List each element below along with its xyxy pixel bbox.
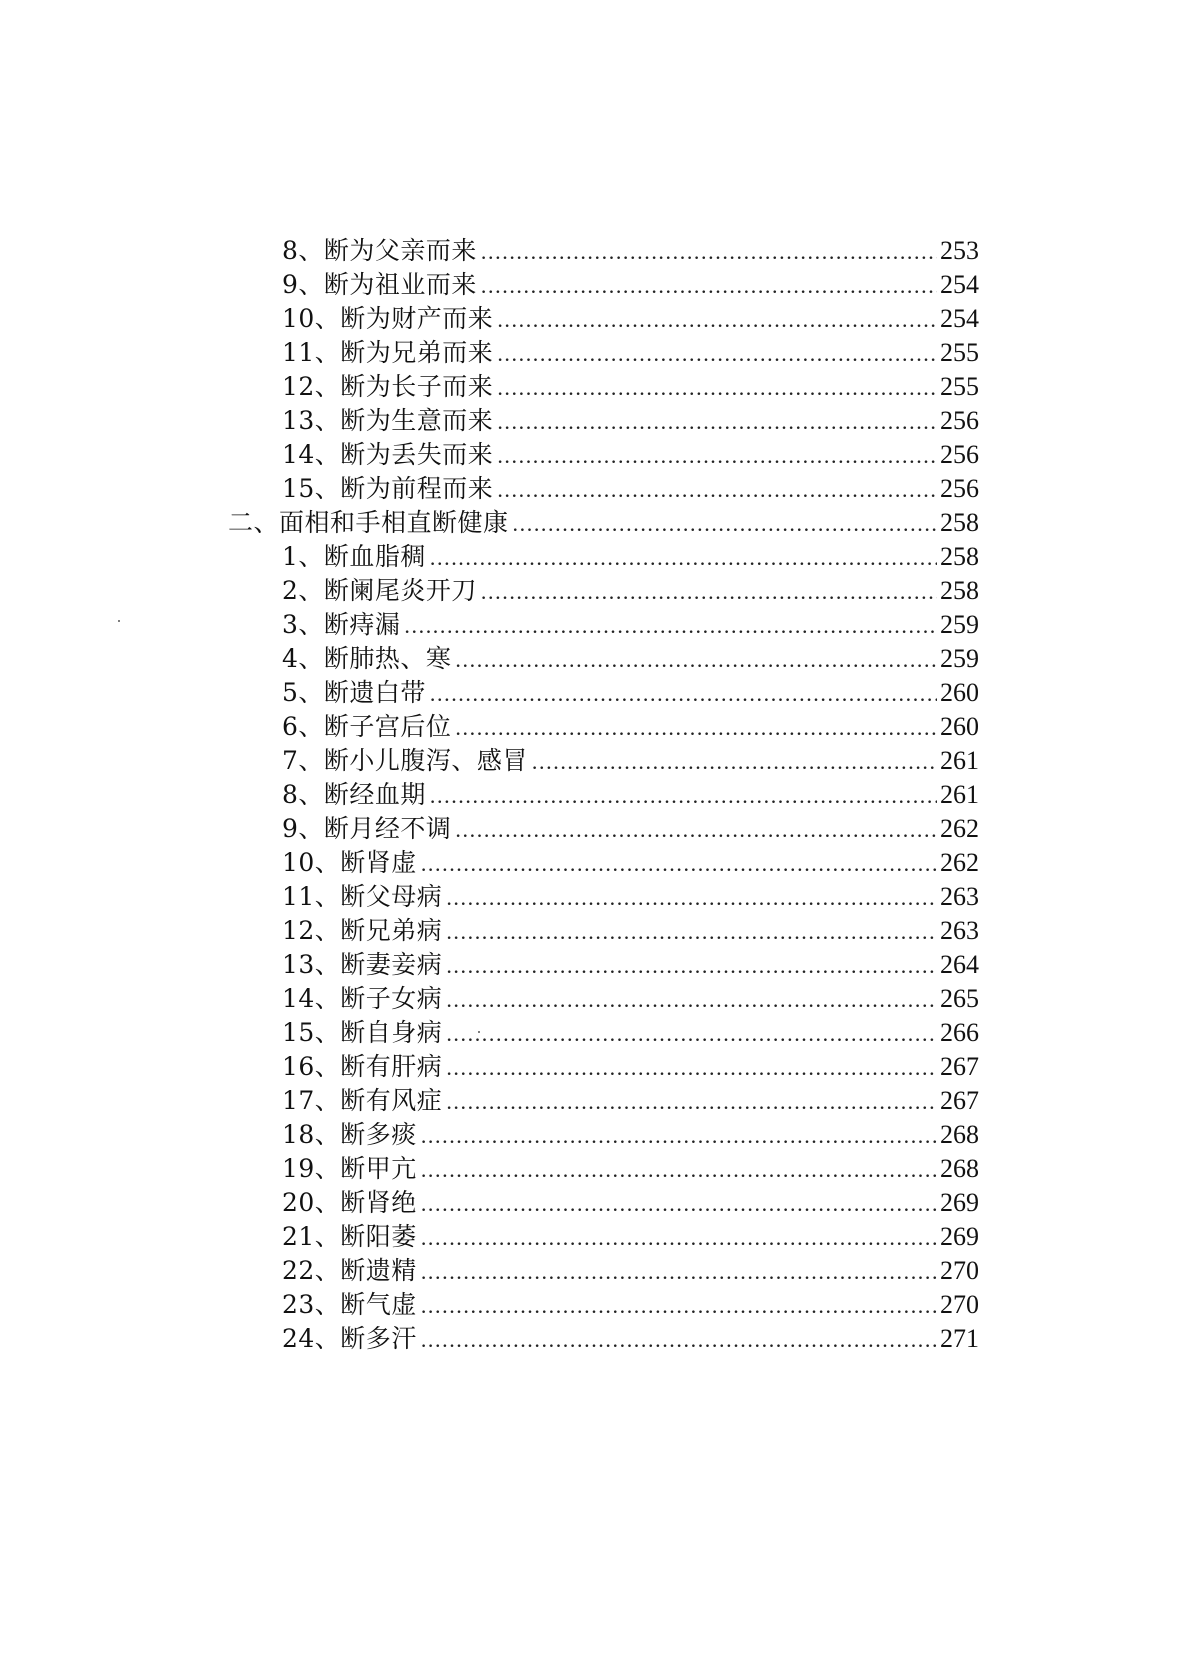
toc-row [0, 335, 1187, 371]
toc-entry-page-number: 263 [940, 882, 979, 911]
toc-entry-title: 6、断子宫后位 [282, 712, 452, 741]
toc-entry-page-number: 258 [940, 508, 979, 537]
toc-row [0, 1287, 1187, 1323]
toc-entry[interactable] [282, 1151, 979, 1187]
toc-entry-title: 13、断妻妾病 [282, 950, 443, 979]
toc-entry-title: 4、断肺热、寒 [282, 644, 452, 673]
toc-entry-page-number: 258 [940, 576, 979, 605]
dot-leader [430, 778, 937, 814]
toc-entry-page-number: 268 [940, 1120, 979, 1149]
toc-entry[interactable] [282, 1219, 979, 1255]
toc-entry[interactable] [282, 981, 979, 1017]
toc-row [0, 539, 1187, 575]
toc-row [0, 947, 1187, 983]
toc-entry-title: 8、断为父亲而来 [282, 236, 477, 265]
dot-leader [430, 676, 937, 712]
toc-entry-page-number: 259 [940, 644, 979, 673]
scan-speck [478, 1031, 480, 1033]
toc-entry-page-number: 268 [940, 1154, 979, 1183]
dot-leader [455, 642, 937, 678]
toc-row [0, 267, 1187, 303]
dot-leader [455, 710, 937, 746]
dot-leader [497, 370, 937, 406]
toc-row [0, 1015, 1187, 1051]
toc-entry-page-number: 253 [940, 236, 979, 265]
toc-row [0, 845, 1187, 881]
toc-entry-title: 11、断为兄弟而来 [282, 338, 494, 367]
toc-row [0, 1083, 1187, 1119]
toc-entry-page-number: 267 [940, 1052, 979, 1081]
toc-row [0, 573, 1187, 609]
toc-entry-page-number: 261 [940, 780, 979, 809]
toc-entry-title: 20、断肾绝 [282, 1188, 417, 1217]
toc-entry-title: 1、断血脂稠 [282, 542, 426, 571]
dot-leader [446, 1084, 937, 1120]
toc-section-entry[interactable] [228, 505, 979, 541]
toc-row [0, 913, 1187, 949]
toc-entry-page-number: 271 [940, 1324, 979, 1353]
toc-entry[interactable] [282, 845, 979, 881]
toc-entry-page-number: 264 [940, 950, 979, 979]
toc-entry-title: 15、断为前程而来 [282, 474, 494, 503]
toc-entry[interactable] [282, 1015, 979, 1051]
toc-entry-page-number: 263 [940, 916, 979, 945]
dot-leader [497, 472, 937, 508]
toc-entry[interactable] [282, 403, 979, 439]
toc-entry[interactable] [282, 777, 979, 813]
dot-leader [421, 1288, 937, 1324]
toc-entry-title: 12、断为长子而来 [282, 372, 494, 401]
toc-entry-title: 11、断父母病 [282, 882, 443, 911]
dot-leader [513, 506, 937, 542]
toc-entry[interactable] [282, 471, 979, 507]
toc-entry-page-number: 256 [940, 406, 979, 435]
toc-entry-page-number: 256 [940, 474, 979, 503]
toc-entry-page-number: 255 [940, 372, 979, 401]
toc-section-title: 二、面相和手相直断健康 [228, 508, 509, 537]
toc-row [0, 641, 1187, 677]
toc-entry[interactable] [282, 1321, 979, 1357]
toc-row [0, 1049, 1187, 1085]
toc-entry[interactable] [282, 1287, 979, 1323]
toc-row [0, 369, 1187, 405]
toc-entry-title: 5、断遗白带 [282, 678, 426, 707]
toc-entry[interactable] [282, 573, 979, 609]
toc-entry-title: 22、断遗精 [282, 1256, 417, 1285]
dot-leader [430, 540, 937, 576]
toc-row [0, 233, 1187, 269]
toc-entry-title: 17、断有风症 [282, 1086, 443, 1115]
toc-entry[interactable] [282, 301, 979, 337]
toc-entry-title: 14、断子女病 [282, 984, 443, 1013]
toc-entry-page-number: 258 [940, 542, 979, 571]
dot-leader [497, 438, 937, 474]
toc-entry[interactable] [282, 1117, 979, 1153]
dot-leader [446, 1050, 937, 1086]
toc-row [0, 1253, 1187, 1289]
toc-row [0, 1321, 1187, 1357]
toc-entry-page-number: 255 [940, 338, 979, 367]
dot-leader [421, 1220, 937, 1256]
dot-leader [481, 574, 937, 610]
toc-entry-page-number: 260 [940, 712, 979, 741]
dot-leader [421, 1186, 937, 1222]
toc-row [0, 471, 1187, 507]
dot-leader [481, 268, 937, 304]
dot-leader [446, 880, 937, 916]
dot-leader [421, 1254, 937, 1290]
toc-entry[interactable] [282, 1083, 979, 1119]
toc-entry[interactable] [282, 811, 979, 847]
toc-entry-title: 9、断为祖业而来 [282, 270, 477, 299]
toc-row [0, 505, 1187, 541]
scan-speck [118, 620, 120, 622]
dot-leader [497, 302, 937, 338]
toc-entry[interactable] [282, 641, 979, 677]
toc-row [0, 879, 1187, 915]
toc-entry[interactable] [282, 369, 979, 405]
toc-row [0, 777, 1187, 813]
toc-entry-page-number: 260 [940, 678, 979, 707]
toc-row [0, 607, 1187, 643]
toc-entry-page-number: 265 [940, 984, 979, 1013]
toc-entry-title: 14、断为丢失而来 [282, 440, 494, 469]
toc-entry[interactable] [282, 709, 979, 745]
toc-entry-page-number: 270 [940, 1256, 979, 1285]
toc-entry-title: 2、断阑尾炎开刀 [282, 576, 477, 605]
dot-leader [404, 608, 937, 644]
toc-row [0, 743, 1187, 779]
toc-entry-title: 19、断甲亢 [282, 1154, 417, 1183]
toc-entry[interactable] [282, 1185, 979, 1221]
toc-entry-title: 12、断兄弟病 [282, 916, 443, 945]
dot-leader [446, 948, 937, 984]
toc-entry-title: 9、断月经不调 [282, 814, 452, 843]
dot-leader [421, 1118, 937, 1154]
toc-entry-page-number: 254 [940, 304, 979, 333]
dot-leader [532, 744, 937, 780]
toc-entry[interactable] [282, 1253, 979, 1289]
toc-row [0, 1117, 1187, 1153]
toc-entry[interactable] [282, 607, 979, 643]
toc-entry[interactable] [282, 233, 979, 269]
dot-leader [497, 404, 937, 440]
toc-row [0, 1219, 1187, 1255]
toc-entry[interactable] [282, 437, 979, 473]
toc-row [0, 811, 1187, 847]
toc-entry-title: 8、断经血期 [282, 780, 426, 809]
toc-entry-title: 23、断气虚 [282, 1290, 417, 1319]
toc-entry-page-number: 269 [940, 1222, 979, 1251]
toc-entry-title: 24、断多汗 [282, 1324, 417, 1353]
toc-entry-page-number: 262 [940, 814, 979, 843]
toc-entry-title: 7、断小儿腹泻、感冒 [282, 746, 528, 775]
toc-entry-page-number: 261 [940, 746, 979, 775]
toc-row [0, 437, 1187, 473]
dot-leader [421, 846, 937, 882]
toc-entry[interactable] [282, 879, 979, 915]
toc-row [0, 981, 1187, 1017]
toc-row [0, 709, 1187, 745]
toc-entry-title: 13、断为生意而来 [282, 406, 494, 435]
toc-entry-title: 21、断阳萎 [282, 1222, 417, 1251]
toc-row [0, 301, 1187, 337]
toc-entry-page-number: 266 [940, 1018, 979, 1047]
toc-row [0, 403, 1187, 439]
dot-leader [446, 1016, 937, 1052]
toc-entry[interactable] [282, 743, 979, 779]
toc-entry[interactable] [282, 913, 979, 949]
toc-entry-page-number: 270 [940, 1290, 979, 1319]
toc-entry-title: 18、断多痰 [282, 1120, 417, 1149]
toc-entry[interactable] [282, 675, 979, 711]
toc-row [0, 675, 1187, 711]
toc-entry[interactable] [282, 539, 979, 575]
toc-entry-title: 10、断肾虚 [282, 848, 417, 877]
dot-leader [497, 336, 937, 372]
toc-entry-title: 10、断为财产而来 [282, 304, 494, 333]
toc-entry-page-number: 256 [940, 440, 979, 469]
toc-entry[interactable] [282, 947, 979, 983]
toc-row [0, 1151, 1187, 1187]
dot-leader [481, 234, 937, 270]
toc-entry-title: 16、断有肝病 [282, 1052, 443, 1081]
toc-entry-title: 3、断痔漏 [282, 610, 401, 639]
toc-entry-page-number: 267 [940, 1086, 979, 1115]
toc-entry-page-number: 262 [940, 848, 979, 877]
dot-leader [421, 1152, 937, 1188]
dot-leader [455, 812, 937, 848]
toc-entry[interactable] [282, 335, 979, 371]
toc-entry-page-number: 254 [940, 270, 979, 299]
toc-entry-page-number: 259 [940, 610, 979, 639]
dot-leader [446, 982, 937, 1018]
toc-entry[interactable] [282, 267, 979, 303]
dot-leader [446, 914, 937, 950]
toc-entry[interactable] [282, 1049, 979, 1085]
toc-entry-page-number: 269 [940, 1188, 979, 1217]
toc-entry-title: 15、断自身病 [282, 1018, 443, 1047]
toc-row [0, 1185, 1187, 1221]
dot-leader [421, 1322, 937, 1358]
